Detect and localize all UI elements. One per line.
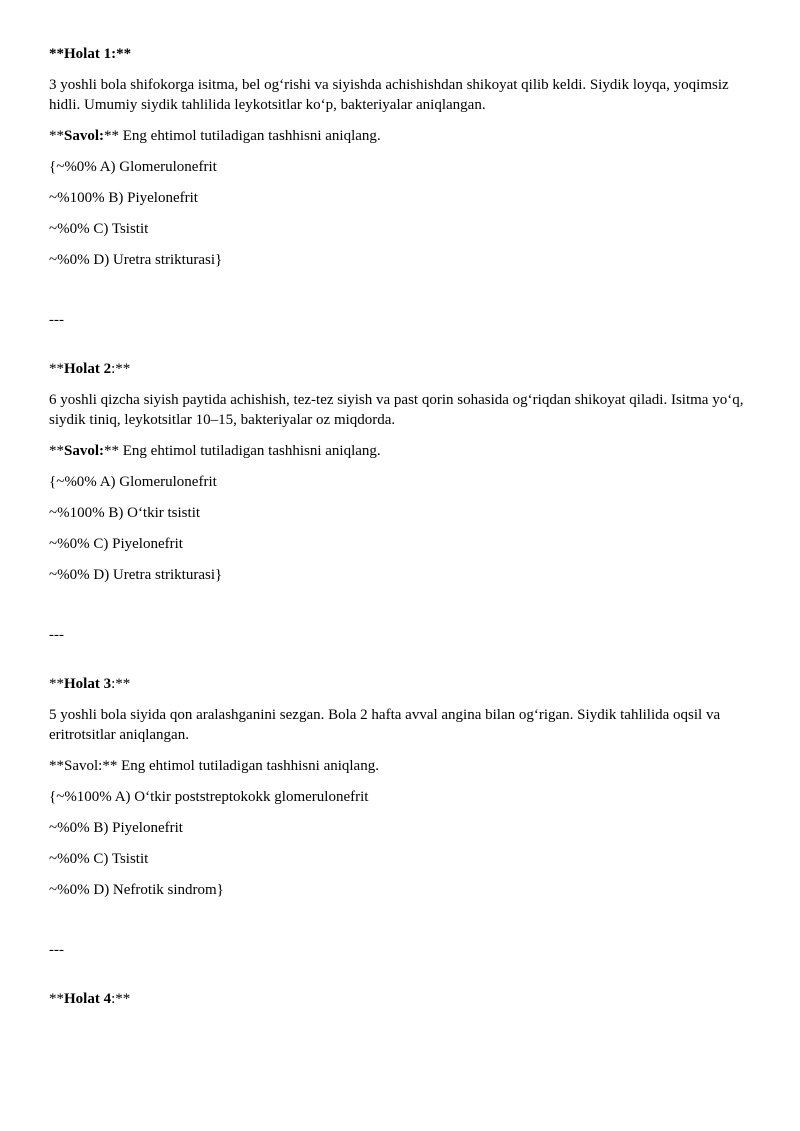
question-text: ** Eng ehtimol tutiladigan tashhisni aniqlang. [104, 443, 381, 459]
answer-option: ~%0% D) Uretra strikturasi} [49, 252, 223, 268]
case-3 [49, 674, 759, 989]
answer-option: ~%0% D) Uretra strikturasi} [49, 567, 223, 583]
heading-prefix: ** [49, 361, 64, 377]
heading-prefix: ** [49, 991, 64, 1007]
document-page [49, 44, 759, 1020]
case-question [49, 441, 759, 461]
case-description: 6 yoshli qizcha siyish paytida achishish, tez-tez siyish va past qorin sohasida og‘riqdan shikoyat qiladi. Isitma yo‘q, siydik tiniq, leykotsitlar 10–15, bakteriyalar oz miqdorda. [49, 392, 744, 428]
heading-suffix: :** [111, 991, 131, 1007]
heading-prefix: ** [49, 676, 64, 692]
case-question [49, 126, 759, 146]
answer-option: ~%0% C) Tsistit [49, 221, 149, 237]
case-description: 3 yoshli bola shifokorga isitma, bel og‘rishi va siyishda achishishdan shikoyat qilib keldi. Siydik loyqa, yoqimsiz hidli. Umumiy siydik tahlilida leykotsitlar ko‘p, bakteriyalar aniqlangan. [49, 77, 729, 113]
heading-bold: Holat 3 [64, 676, 112, 692]
case-heading [49, 989, 759, 1009]
heading-bold: Holat 2 [64, 361, 112, 377]
case-heading [49, 359, 759, 379]
question-label: Savol: [64, 443, 105, 459]
question-prefix: ** [49, 128, 64, 144]
section-separator: --- [49, 312, 64, 328]
heading-suffix: :** [111, 361, 131, 377]
case-description: 5 yoshli bola siyida qon aralashganini sezgan. Bola 2 hafta avval angina bilan og‘rigan. Siydik tahlilida oqsil va eritrotsitlar aniqlangan. [49, 707, 721, 743]
question-text: ** Eng ehtimol tutiladigan tashhisni aniqlang. [104, 128, 381, 144]
answer-option: ~%0% B) Piyelonefrit [49, 820, 183, 836]
heading-bold: **Holat 1:** [49, 46, 132, 62]
answer-option: {~%0% A) Glomerulonefrit [49, 474, 217, 490]
heading-suffix: :** [111, 676, 131, 692]
heading-bold: Holat 4 [64, 991, 112, 1007]
answer-option: ~%100% B) O‘tkir tsistit [49, 505, 201, 521]
case-question [49, 756, 759, 776]
answer-option: ~%100% B) Piyelonefrit [49, 190, 198, 206]
section-separator: --- [49, 627, 64, 643]
answer-option: {~%0% A) Glomerulonefrit [49, 159, 217, 175]
section-separator: --- [49, 942, 64, 958]
question-prefix: ** [49, 443, 64, 459]
case-2 [49, 359, 759, 674]
answer-option: ~%0% D) Nefrotik sindrom} [49, 882, 224, 898]
case-heading [49, 44, 759, 64]
answer-option: {~%100% A) O‘tkir poststreptokokk glomerulonefrit [49, 789, 369, 805]
answer-option: ~%0% C) Piyelonefrit [49, 536, 183, 552]
answer-option: ~%0% C) Tsistit [49, 851, 149, 867]
question-text: **Savol:** Eng ehtimol tutiladigan tashhisni aniqlang. [49, 758, 379, 774]
case-1 [49, 44, 759, 359]
case-heading [49, 674, 759, 694]
question-label: Savol: [64, 128, 105, 144]
